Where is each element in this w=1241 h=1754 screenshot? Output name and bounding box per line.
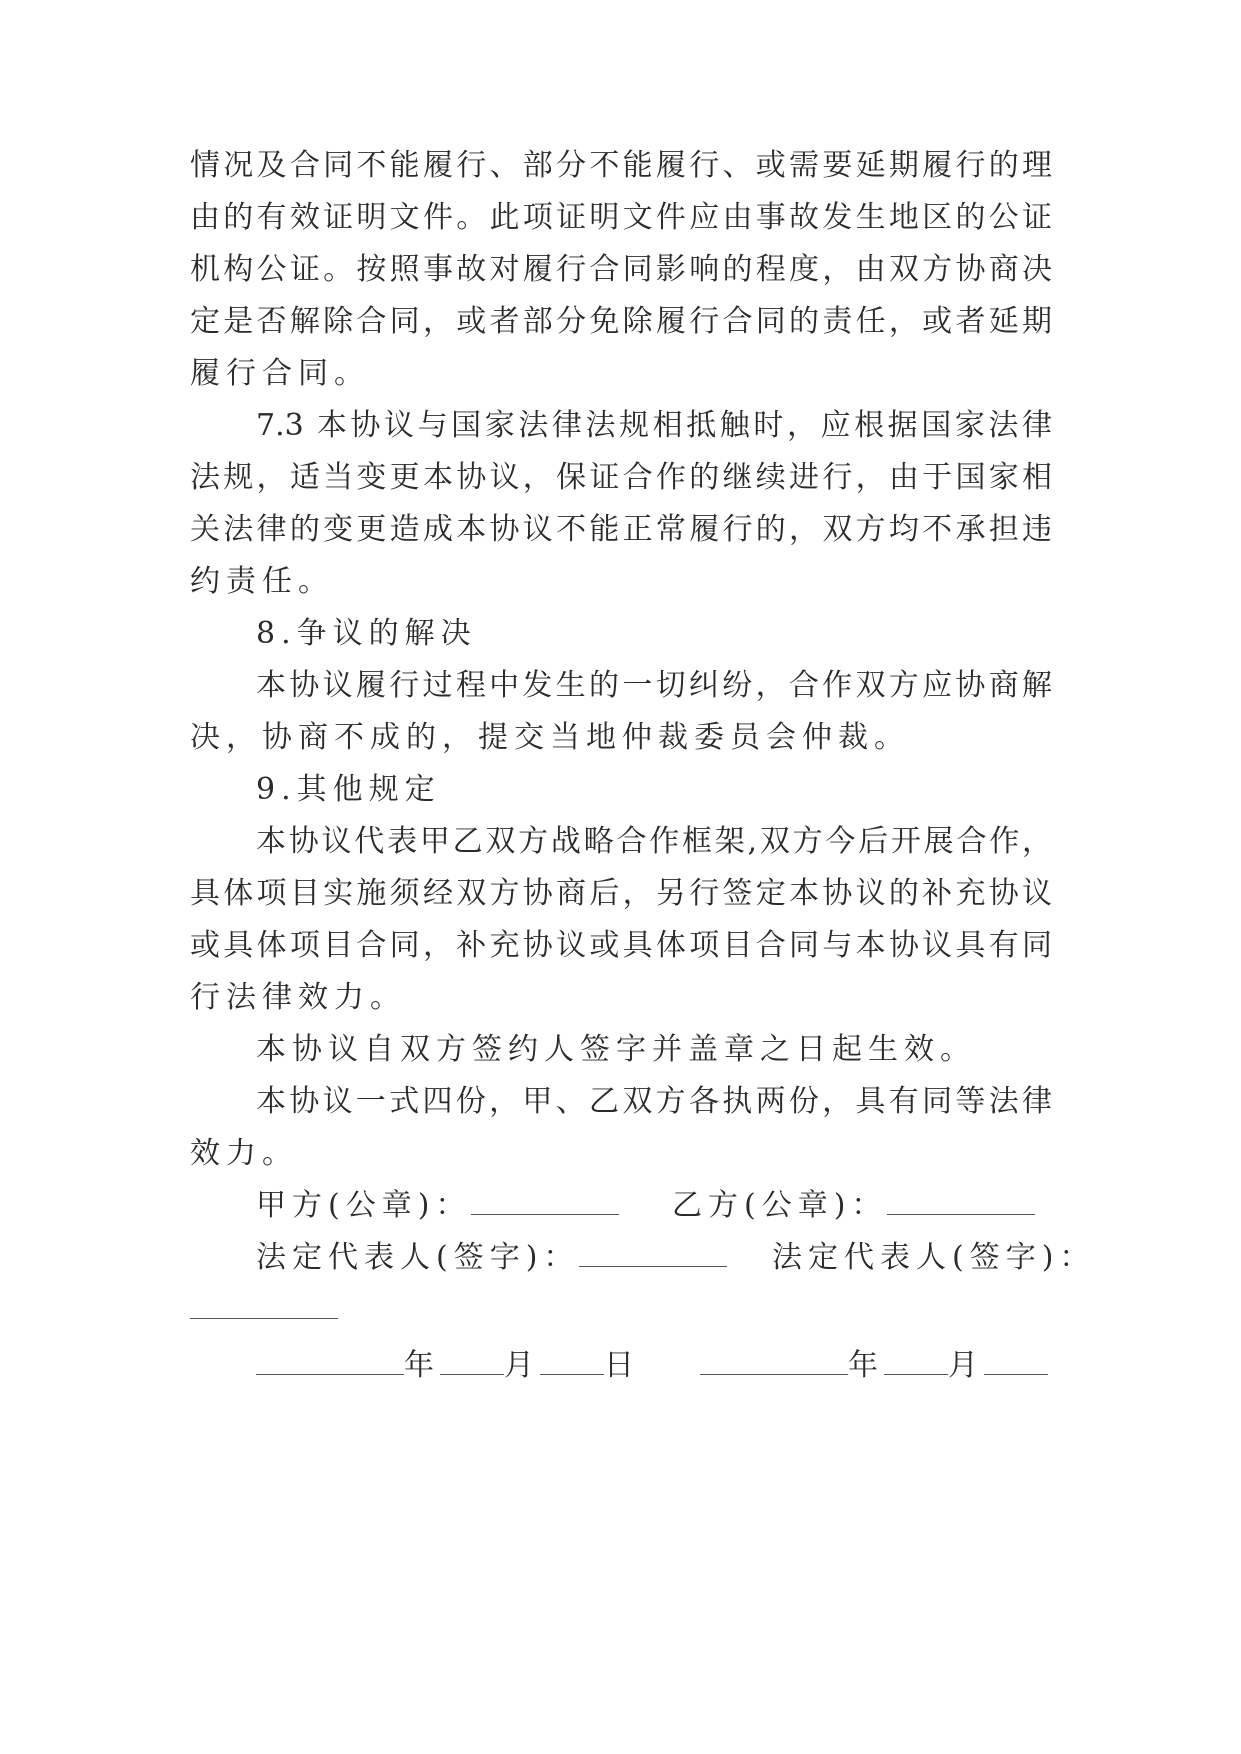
party-a-seal-label: 甲方(公章)：: [256, 1188, 472, 1223]
text-line: 本协议自双方签约人签字并盖章之日起生效。: [256, 1032, 976, 1067]
rep-a-blank: [579, 1240, 727, 1267]
text-line: 本协议履行过程中发生的一切纠纷，合作双方应协商解: [256, 668, 1052, 703]
section-heading-9: 9.其他规定: [256, 772, 441, 807]
text-line: 机构公证。按照事故对履行合同影响的程度，由双方协商决: [190, 252, 1052, 287]
rep-a-label: 法定代表人(签字)：: [256, 1240, 580, 1275]
text-line: 履行合同。: [190, 356, 370, 391]
party-a-seal-blank: [471, 1188, 619, 1215]
section-heading-8: 8.争议的解决: [256, 616, 477, 651]
date-a-line: [256, 1344, 640, 1388]
party-b-seal-label: 乙方(公章)：: [672, 1188, 888, 1223]
text-line: 行法律效力。: [190, 980, 406, 1015]
rep-b-label: 法定代表人(签字)：: [772, 1240, 1096, 1275]
text-line: 具体项目实施须经双方协商后，另行签定本协议的补充协议: [190, 876, 1052, 911]
rep-b-blank-line: [190, 1288, 338, 1332]
party-b-seal-line: [672, 1184, 1035, 1228]
date-a-day-label: 日: [604, 1348, 640, 1383]
rep-b-line: [772, 1236, 1095, 1280]
text-line: 约责任。: [190, 564, 334, 599]
text-line: 情况及合同不能履行、部分不能履行、或需要延期履行的理: [190, 148, 1052, 183]
date-b-year-label: 年: [848, 1348, 884, 1383]
text-line: 由的有效证明文件。此项证明文件应由事故发生地区的公证: [190, 200, 1052, 235]
date-a-year-blank: [256, 1348, 404, 1375]
date-b-line: [700, 1344, 1048, 1388]
date-b-month-label: 月: [948, 1348, 984, 1383]
text-line: 决，协商不成的，提交当地仲裁委员会仲裁。: [190, 720, 910, 755]
date-a-year-label: 年: [404, 1348, 440, 1383]
text-line: 本协议代表甲乙双方战略合作框架,双方今后开展合作，: [256, 824, 1052, 859]
date-b-day-blank: [984, 1348, 1048, 1375]
text-line: 关法律的变更造成本协议不能正常履行的，双方均不承担违: [190, 512, 1052, 547]
date-a-day-blank: [540, 1348, 604, 1375]
date-a-month-label: 月: [504, 1348, 540, 1383]
text-line: 定是否解除合同，或者部分免除履行合同的责任，或者延期: [190, 304, 1052, 339]
party-a-seal-line: [256, 1184, 619, 1228]
date-a-month-blank: [440, 1348, 504, 1375]
party-b-seal-blank: [887, 1188, 1035, 1215]
text-line: 本协议一式四份，甲、乙双方各执两份，具有同等法律: [256, 1084, 1052, 1119]
clause-7-3: 7.3 本协议与国家法律法规相抵触时，应根据国家法律: [256, 408, 1052, 443]
date-b-month-blank: [884, 1348, 948, 1375]
rep-b-blank: [190, 1292, 338, 1319]
text-line: 法规，适当变更本协议，保证合作的继续进行，由于国家相: [190, 460, 1052, 495]
date-b-year-blank: [700, 1348, 848, 1375]
rep-a-line: [256, 1236, 727, 1280]
text-line: 或具体项目合同，补充协议或具体项目合同与本协议具有同: [190, 928, 1052, 963]
text-line: 效力。: [190, 1136, 298, 1171]
